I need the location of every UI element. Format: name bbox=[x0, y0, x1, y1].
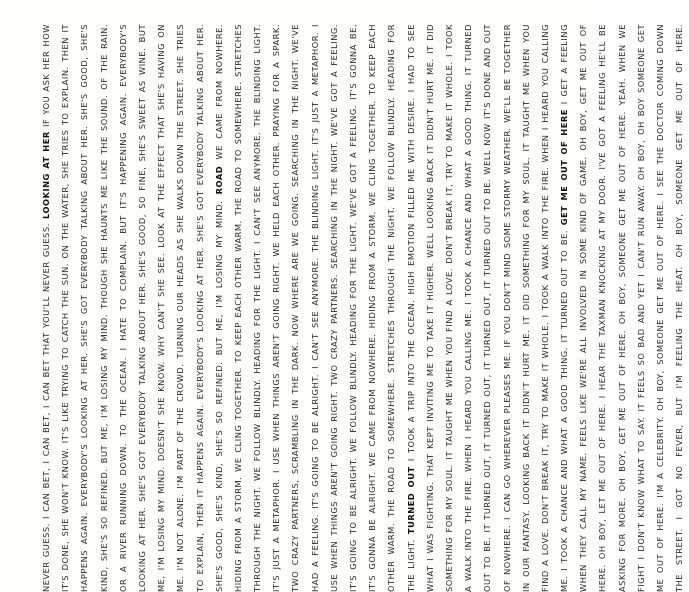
lyric-line bbox=[133, 24, 152, 592]
lyric-line bbox=[670, 24, 689, 592]
lyric-text: I TOOK A TRIP INTO THE OCEAN. HIGH EMOTION FILLED ME WITH DESIRE. I HAD TO SEE bbox=[405, 23, 416, 467]
song-title: TURNED OUT bbox=[405, 466, 416, 535]
lyric-line bbox=[382, 24, 401, 592]
lyric-text: WHAT I WAS FIGHTING. THAT KEPT INVITING ME TO TAKE IT HIGHER. WELL LOOKING BACK IT DIDN'T HURT ME. IT DID bbox=[424, 24, 435, 592]
lyric-line bbox=[306, 24, 325, 592]
lyric-line bbox=[286, 24, 305, 592]
lyric-line bbox=[363, 24, 382, 592]
lyric-line bbox=[536, 24, 555, 592]
lyric-line bbox=[651, 24, 670, 592]
lyric-line bbox=[421, 24, 440, 592]
lyric-text: IT'S DONE, SHE WON'T KNOW. IT'S LIKE TRYING TO CATCH THE SUN. ON THE WATER, SHE TRIES TO EXPLAIN. THEN IT bbox=[60, 24, 71, 592]
lyric-text: SHE'S GOOD, SHE'S KIND, SHE'S SO REFINED. BUT ME, I'M LOSING MY MIND. bbox=[213, 194, 224, 592]
lyric-line bbox=[593, 24, 612, 592]
lyric-text: A WALK INTO THE FIRE. WHEN I HEARD YOU CALLING ME. I TOOK A CHANCE AND WHAT A GOOD THING. IT TURNED bbox=[463, 24, 474, 592]
lyric-line bbox=[344, 24, 363, 592]
lyric-line bbox=[613, 24, 632, 592]
lyric-line bbox=[517, 24, 536, 592]
lyric-line bbox=[555, 24, 574, 592]
lyric-line bbox=[574, 24, 593, 592]
lyric-text: FIND A LOVE. DON'T BREAK IT, TRY TO MAKE IT WHOLE. I TOOK A WALK INTO THE FIRE. WHEN I HEARD YOU CALLING bbox=[539, 24, 550, 592]
song-title: LOOKING AT HER bbox=[41, 131, 51, 220]
lyric-text: NEVER GUESS. I CAN BET, I CAN BET, I CAN BET THAT YOU'LL NEVER GUESS. bbox=[41, 219, 51, 592]
lyric-text: I GET A FEELING bbox=[559, 24, 570, 110]
lyric-text: ME. I'M NOT ALONE. I'M PART OF THE CROWD. TURNING OUR HEADS AS SHE WALKS DOWN THE STREET. SHE TRIES bbox=[175, 24, 186, 592]
lyric-text: OF NOWHERE. I CAN GO WHEREVER PLEASES ME. IF YOU DON'T MIND SOME STORMY WEATHER. WE'LL BE TOGETHER bbox=[501, 24, 512, 592]
lyric-text: OR A RIVER RUNNING DOWN. TO THE OCEAN. I HATE TO COMPLAIN. BUT IT'S HAPPENING AGAIN. EVERYBODY'S bbox=[117, 24, 128, 592]
lyric-text: USE WHEN THINGS AREN'T GOING RIGHT. TWO CRAZY PARTNERS. SEARCHING IN THE NIGHT. WE'VE GOT A FEELING. bbox=[328, 24, 339, 592]
lyric-text: TO EXPLAIN, THEN IT HAPPENS AGAIN. EVERYBODY'S LOOKING AT HER. SHE'S GOT EVERYBODY TALKING ABOUT HER. bbox=[194, 24, 205, 592]
lyric-line bbox=[95, 24, 114, 592]
lyric-text: IT'S GONNA BE ALRIGHT. WE CAME FROM NOWHERE. HIDING FROM A STORM. WE CLING TOGETHER. TO KEEP EACH bbox=[367, 24, 378, 592]
lyric-text: IF YOU ASK HER HOW bbox=[41, 23, 51, 132]
lyric-text: WE CAME FROM NOWHERE. bbox=[213, 24, 224, 166]
lyric-text: FIGHT I DON'T KNOW WHAT TO SAY. IT FEELS SO BAD AND YET I CAN'T RUN AWAY. OH BOY, OH BOY SOMEONE GET bbox=[635, 24, 646, 592]
lyric-text: THE LIGHT. bbox=[405, 534, 416, 592]
lyric-text: ME, I'M LOSING MY MIND. DOESN'T SHE KNOW. WHY CAN'T SHE SEE. LOOK AT THE EFFECT THAT SHE'S HAVING ON bbox=[156, 24, 167, 592]
lyric-text: WHEN THEY CALL MY NAME. FEELS LIKE WE'RE ALL INVOLVED IN SOME KIND OF GAME. OH BOY, GET ME OUT OF bbox=[578, 24, 589, 592]
lyric-text: HAPPENS AGAIN. EVERYBODY'S LOOKING AT HER. SHE'S GOT EVERYBODY TALKING ABOUT HER. SHE'S GOOD, SHE'S bbox=[79, 24, 90, 592]
lyric-text: OUT TO BE. IT TURNED OUT, IT TURNED OUT, IT TURNED OUT, IT TURNED OUT TO BE. WELL NOW IT'S DONE AND OUT bbox=[482, 24, 493, 592]
song-title: ROAD bbox=[213, 165, 224, 195]
song-title: GET ME OUT OF HERE bbox=[559, 109, 570, 226]
lyric-text: IT'S GOING TO BE ALRIGHT. WE FOLLOW BLINDLY. HEADING FOR THE LIGHT. WE'VE GOT A FEELING. IT'S GONNA BE, bbox=[348, 24, 358, 592]
lyric-line bbox=[191, 24, 210, 592]
lyric-text: ME. I TOOK A CHANCE AND WHAT A GOOD THING. IT TURNED OUT TO BE. bbox=[559, 225, 570, 592]
lyric-text: HERE. OH BOY, LET ME OUT OF HERE. I HEAR THE TAXMAN KNOCKING AT MY DOOR. I'VE GOT A FEELING HE'LL BE bbox=[597, 24, 608, 592]
lyric-line bbox=[325, 24, 344, 592]
lyric-line bbox=[210, 24, 229, 592]
lyric-text: LOOKING AT HER. SHE'S GOT EVERYBODY TALKING ABOUT HER. SHE'S GOOD, SO FINE, SHE'S SWEET AS WINE. BUT bbox=[136, 24, 147, 592]
lyric-text: ASKING FOR MORE. OH BOY, GET ME OUT OF HERE. OH BOY, SOMEONE GET ME OUT OF HERE. YEAH. WHEN WE bbox=[616, 24, 627, 592]
lyric-line bbox=[459, 24, 478, 592]
lyric-text: SOMETHING FOR MY SOUL. IT TAUGHT ME WHEN YOU FIND A LOVE. DON'T BREAK IT, TRY TO MAKE IT WHOLE. I TOOK bbox=[443, 24, 454, 592]
lyric-line bbox=[114, 24, 133, 592]
lyric-text: HIDING FROM A STORM. WE CLING TOGETHER. TO KEEP EACH OTHER WARM. THE ROAD TO SOMEWHERE. STRETCHES bbox=[232, 24, 243, 592]
lyric-line bbox=[402, 24, 421, 592]
lyric-line bbox=[267, 24, 286, 592]
lyrics-lines bbox=[37, 24, 689, 592]
lyric-line bbox=[56, 24, 75, 592]
lyric-line bbox=[229, 24, 248, 592]
lyric-text: OTHER WARM. THE ROAD TO SOMEWHERE. STRETCHES THROUGH THE NIGHT. WE FOLLOW BLINDLY. HEADING FOR bbox=[386, 24, 397, 592]
lyric-text: THROUGH THE NIGHT. WE FOLLOW BLINDLY. HEADING FOR THE LIGHT. I CAN'T SEE ANYMORE. THE BLINDING LIGHT. bbox=[252, 24, 263, 592]
lyric-line bbox=[75, 24, 94, 592]
lyric-text: IT'S JUST A METAPHOR. I USE WHEN THINGS AREN'T GOING RIGHT. WE HELD EACH OTHER. PRAYING FOR A SPARK. bbox=[271, 24, 282, 592]
lyric-text: IN OUR FANTASY. LOOKING BACK IT DIDN'T HURT ME. IT DID SOMETHING FOR MY SOUL. IT TAUGHT ME WHEN YOU bbox=[520, 24, 531, 592]
lyric-line bbox=[632, 24, 651, 592]
lyric-line bbox=[440, 24, 459, 592]
lyric-line bbox=[152, 24, 171, 592]
lyric-line bbox=[248, 24, 267, 592]
lyrics-text-block bbox=[37, 23, 685, 592]
lyric-line bbox=[498, 24, 517, 592]
lyric-line bbox=[478, 24, 497, 592]
lyric-text: THE STREET. I GOT NO FEVER, BUT I'M FEELING THE HEAT. OH BOY, SOMEONE GET ME OUT OF HERE. bbox=[674, 24, 685, 592]
lyric-line bbox=[171, 24, 190, 592]
lyric-text: TWO CRAZY PARTNERS, SCRAMBLING IN THE DARK. NOW WHERE ARE WE GOING. SEARCHING IN THE NIGHT. WE'VE bbox=[290, 24, 301, 592]
lyric-text: HAD A FEELING. IT'S GOING TO BE ALRIGHT. I CAN'T SEE ANYMORE. THE BLINDING LIGHT. IT'S JUST A METAPHOR. I bbox=[309, 24, 320, 592]
lyric-text: ME OUT OF HERE. I'M A CELEBRITY. OH BOY, SOMEONE GET ME OUT OF HERE. I SEE THE DOCTOR COMING DOWN bbox=[655, 24, 665, 592]
lyric-text: KIND, SHE'S SO REFINED. BUT ME, I'M LOSING MY MIND. THOUGH SHE HAUNTS ME LIKE THE SOUND. OF THE RAIN. bbox=[98, 24, 109, 592]
lyric-line bbox=[37, 24, 56, 592]
